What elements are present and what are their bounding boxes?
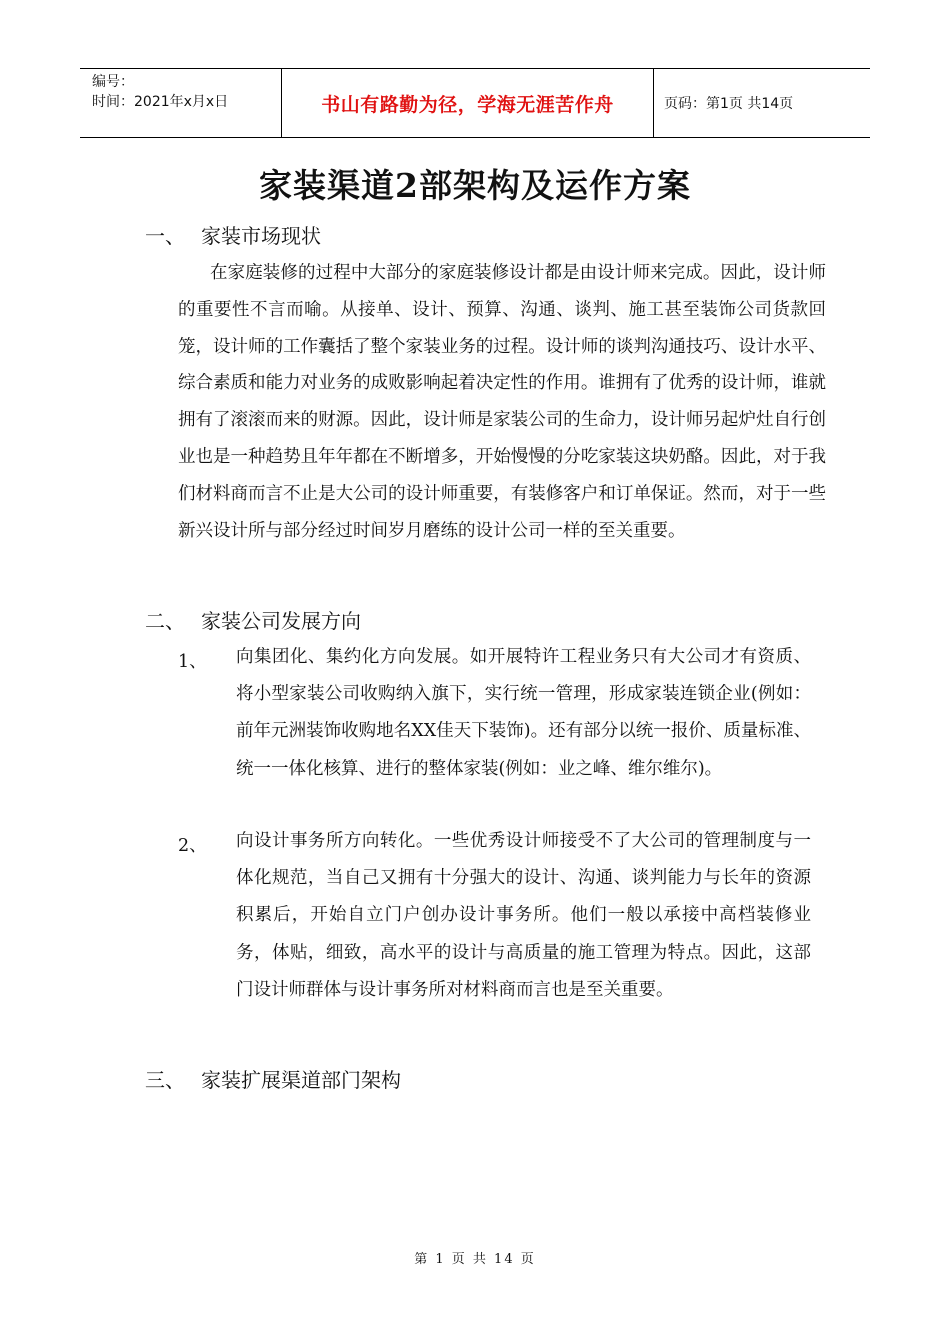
list-item-number: 1、 [178,652,207,672]
section-heading-2 [145,605,361,634]
section-title: 家装公司发展方向 [201,609,361,633]
header-motto: 书山有路勤为径，学海无涯苦作舟 [321,93,614,116]
header-page-number: 页码：第1页 共14页 [664,96,794,112]
list-item-number: 2、 [178,836,207,856]
list-item-text: 向设计事务所方向转化。一些优秀设计师接受不了大公司的管理制度与一体化规范，当自己又拥有十分强大的设计、沟通、谈判能力与长年的资源积累后，开始自立门户创办设计事务所。他们一般以承接中高档装修业务，体贴，细致，高水平的设计与高质量的施工管理为特点。因此，这部门设计师群体与设计事务所对材料商而言也是至关重要。 [236,831,811,1000]
section-title: 家装扩展渠道部门架构 [201,1068,401,1092]
section-heading-3 [145,1064,401,1093]
section-number: 三、 [145,1068,185,1092]
section-title: 家装市场现状 [201,224,321,248]
document-title: 家装渠道2部架构及运作方案 [259,166,691,205]
list-item-text: 向集团化、集约化方向发展。如开展特许工程业务只有大公司才有资质、将小型家装公司收购纳入旗下，实行统一管理，形成家装连锁企业(例如：前年元洲装饰收购地名XX佳天下装饰)。还有部分以统一报价、质量标准、统一一体化核算、进行的整体家装(例如：业之峰、维尔维尔)。 [236,647,811,779]
section-number: 一、 [145,224,185,248]
document-time-label: 时间：2021年x月x日 [92,94,229,110]
page-footer: 第 1 页 共 14 页 [414,1252,536,1267]
section-number: 二、 [145,609,185,633]
page-header [80,68,870,138]
header-meta [80,69,281,137]
header-motto-cell [281,69,654,137]
section-1-paragraph: 在家庭装修的过程中大部分的家庭装修设计都是由设计师来完成。因此，设计师的重要性不言而喻。从接单、设计、预算、沟通、谈判、施工甚至装饰公司货款回笼，设计师的工作囊括了整个家装业务的过程。设计师的谈判沟通技巧、设计水平、综合素质和能力对业务的成败影响起着决定性的作用。谁拥有了优秀的设计师，谁就拥有了滚滚而来的财源。因此，设计师是家装公司的生命力，设计师另起炉灶自行创业也是一种趋势且年年都在不断增多，开始慢慢的分吃家装这块奶酪。因此，对于我们材料商而言不止是大公司的设计师重要，有装修客户和订单保证。然而，对于一些新兴设计所与部分经过时间岁月磨练的设计公司一样的至关重要。 [178,263,826,541]
section-heading-1 [145,220,321,249]
document-number-label: 编号： [92,74,134,90]
header-page-cell [654,69,870,137]
